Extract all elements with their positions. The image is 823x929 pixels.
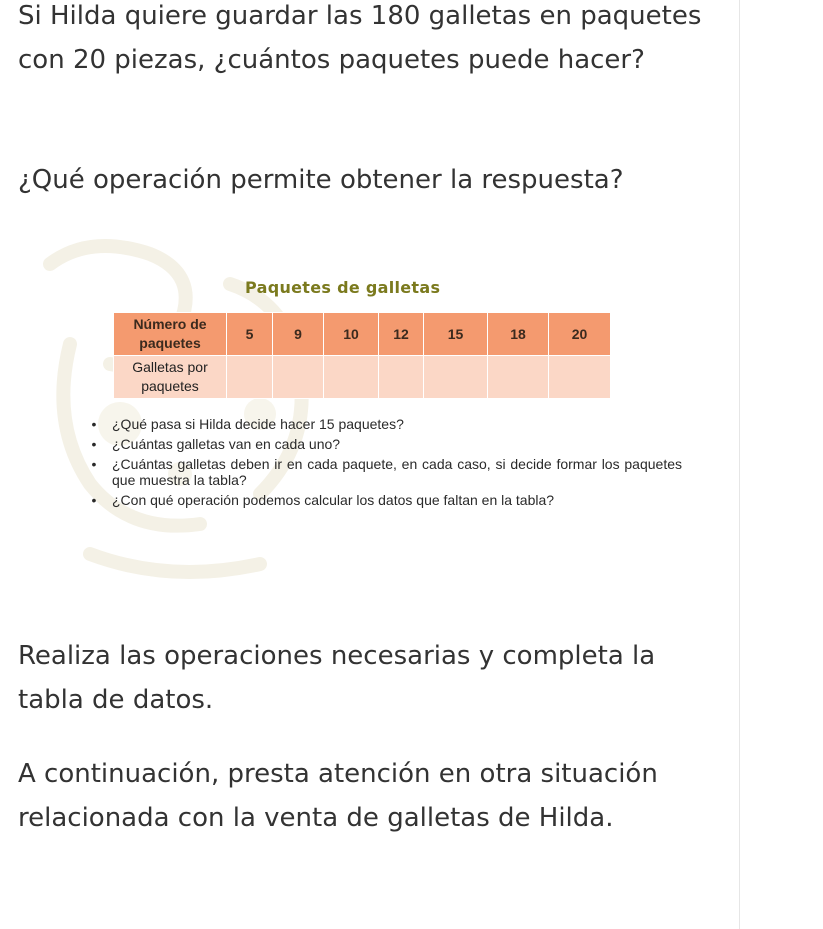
row-label-packages: Número de paquetes: [114, 313, 227, 356]
list-item: [91, 436, 682, 452]
next-situation-text: A continuación, presta atención en otra situación relacionada con la venta de galletas de Hilda.: [18, 759, 658, 833]
table-cell-empty: [549, 356, 611, 399]
question-list: [88, 416, 682, 512]
list-item-text: ¿Cuántas galletas van en cada uno?: [112, 436, 341, 452]
table-cell-empty: [424, 356, 488, 399]
table-body-row: [114, 356, 611, 399]
table-cell-empty: [379, 356, 424, 399]
table-cell-empty: [227, 356, 273, 399]
bullet-icon: •: [91, 436, 97, 452]
list-item-text: ¿Con qué operación podemos calcular los datos que faltan en la tabla?: [112, 492, 555, 508]
row-label-cookies: Galletas por paquetes: [114, 356, 227, 399]
bullet-icon: •: [91, 492, 97, 508]
list-item: [91, 492, 682, 508]
packages-table: [113, 312, 611, 399]
table-cell-empty: [273, 356, 324, 399]
table-cell-value: 10: [324, 313, 379, 356]
page-divider: [739, 0, 740, 929]
list-item: [91, 416, 682, 432]
bullet-icon: •: [91, 456, 97, 472]
list-item-text: ¿Qué pasa si Hilda decide hacer 15 paquetes?: [112, 416, 404, 432]
table-cell-value: 20: [549, 313, 611, 356]
operation-question: ¿Qué operación permite obtener la respuesta?: [18, 165, 624, 195]
complete-table-instruction: Realiza las operaciones necesarias y completa la tabla de datos.: [18, 641, 656, 715]
table-cell-value: 12: [379, 313, 424, 356]
bullet-icon: •: [91, 416, 97, 432]
table-cell-value: 5: [227, 313, 273, 356]
table-header-row: [114, 313, 611, 356]
list-item: [91, 456, 682, 488]
table-cell-value: 15: [424, 313, 488, 356]
list-item-text: ¿Cuántas galletas deben ir en cada paquete, en cada caso, si decide formar los paquetes que muestra la tabla?: [112, 456, 682, 488]
table-cell-value: 18: [488, 313, 549, 356]
table-cell-empty: [324, 356, 379, 399]
problem-question: Si Hilda quiere guardar las 180 galletas en paquetes con 20 piezas, ¿cuántos paquetes puede hacer?: [18, 1, 702, 75]
slide-image: [30, 224, 730, 604]
table-cell-value: 9: [273, 313, 324, 356]
table-cell-empty: [488, 356, 549, 399]
slide-title: Paquetes de galletas: [245, 278, 441, 297]
